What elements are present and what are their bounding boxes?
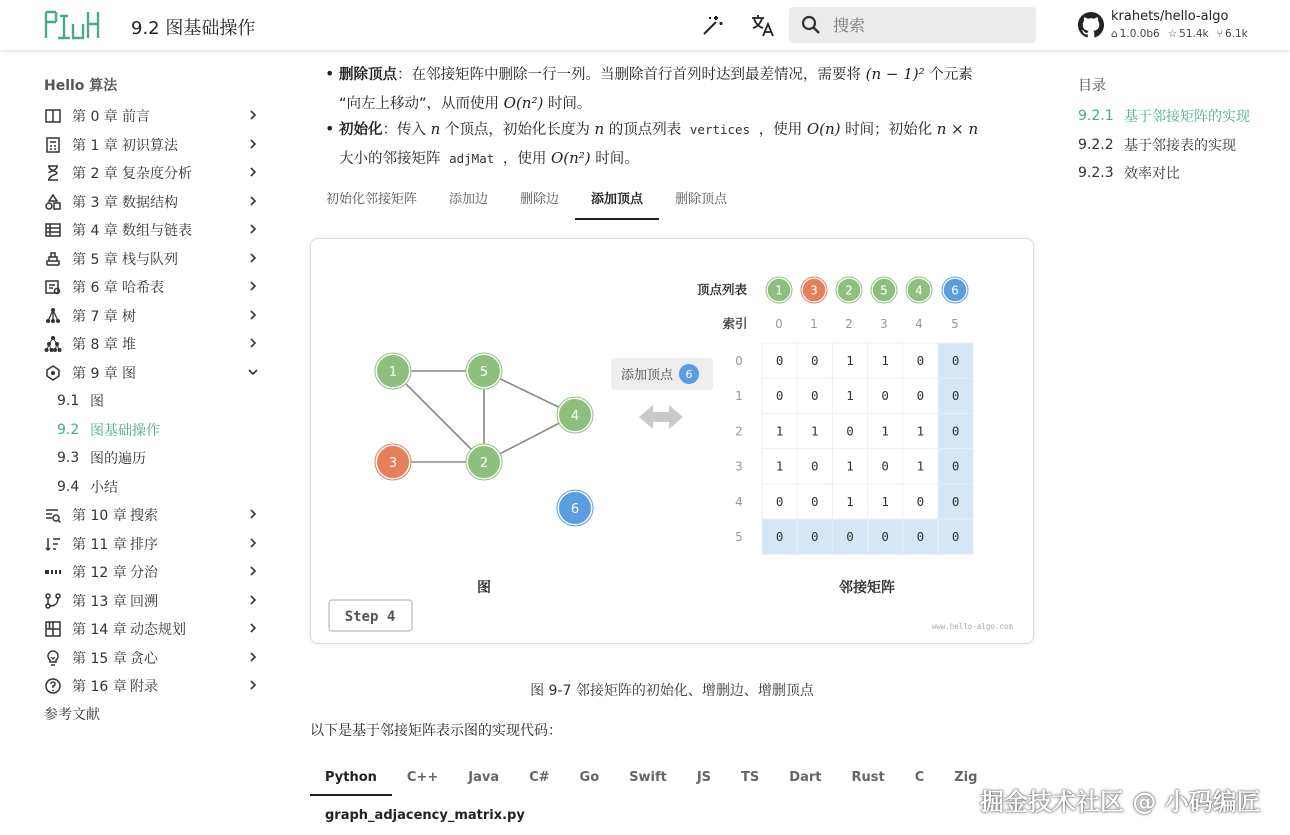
matrix-cell: 1 [846,353,854,368]
matrix-cell: 1 [775,423,784,439]
nav-chapter-title: 分治 [130,565,158,582]
chevron-right-icon[interactable] [248,310,258,320]
graph-vertex-label: 3 [388,456,398,471]
nav-chapter-number: 第 2 章 [72,166,118,183]
nav-chapter-title: 贪心 [130,650,158,667]
watermark: 掘金技术社区 @ 小码编匠 [980,788,1261,816]
shapes-icon [44,193,62,211]
nav-chapter-number: 第 14 章 [72,622,127,639]
hash-icon [44,278,62,296]
vertex-list-value: 2 [845,283,853,298]
language-tab[interactable]: C++ [406,770,439,785]
toc-title: 目录 [1078,78,1106,94]
code-adjmat: adjMat [449,151,495,166]
repo-version: 1.0.0b6 [1119,28,1160,40]
matrix-cell: 0 [811,529,819,544]
nav-chapter-item[interactable] [44,644,274,673]
search-input[interactable] [833,13,1023,37]
matrix-cell: 0 [951,388,960,404]
vertex-list-value: 6 [951,283,959,298]
hourglass-icon [44,164,62,182]
toc-item-title: 基于邻接矩阵的实现 [1124,109,1250,126]
language-tab[interactable]: Swift [629,770,667,785]
nav-chapter-item[interactable] [44,501,274,530]
vertex-list-value: 5 [880,283,888,298]
language-tab[interactable]: Rust [851,770,885,785]
nav-sub-title: 图基础操作 [90,422,160,439]
graph-icon [44,364,62,382]
chevron-right-icon[interactable] [248,196,258,206]
figure-tabs [310,182,743,220]
graph-vertex-label: 4 [570,409,580,424]
nav-chapter-item[interactable] [44,330,274,359]
nav-chapter-item[interactable] [44,216,274,245]
repo-forks: 6.1k [1224,28,1248,40]
figure-tab[interactable]: 添加边 [449,192,489,207]
figure-tab[interactable]: 添加顶点 [575,182,659,220]
double-arrow-icon [639,405,683,429]
nav-chapter-title: 排序 [130,536,158,553]
nav-chapter-item[interactable] [44,102,274,131]
table-icon [44,221,62,239]
matrix-cell: 1 [881,353,889,368]
help-circle-icon [44,677,62,695]
column-index: 2 [845,317,853,331]
nav-chapter-item[interactable] [44,558,274,587]
nav-chapter-title: 哈希表 [122,280,164,297]
bullet1-text-d: 时间。 [547,96,592,112]
theme-toggle-icon[interactable] [700,12,726,38]
backtrack-icon [44,592,62,610]
graph-vertex-label: 1 [388,365,398,380]
matrix-cell: 0 [881,458,889,474]
nav-chapter-number: 第 11 章 [72,536,127,553]
toc-item-number: 9.2.2 [1078,136,1114,153]
nav-chapter-title: 堆 [122,337,136,354]
nav-chapter-number: 第 1 章 [72,137,118,154]
matrix-cell: 0 [846,423,854,439]
column-index: 4 [915,317,923,331]
add-vertex-value: 6 [685,368,693,381]
nav-chapter-number: 第 13 章 [72,593,127,610]
nav-chapter-item[interactable] [44,530,274,559]
nav-chapter-title: 搜索 [130,508,158,525]
nav-chapter-number: 第 6 章 [72,280,118,297]
chevron-right-icon[interactable] [248,680,258,690]
bullet1-text-c: “向左上移动”，从而使用 [339,96,500,112]
nav-heading: Hello 算法 [44,78,118,94]
repo-name[interactable]: krahets/hello-algo [1111,9,1229,24]
language-tab[interactable]: TS [741,770,760,785]
nav-chapter-item[interactable] [44,159,274,188]
bullet2-text-d: ，使用 [758,122,803,138]
language-tab[interactable]: C# [529,770,550,785]
toc-item-title: 基于邻接表的实现 [1124,137,1236,154]
nav-sub-number: 9.4 [57,478,80,495]
bullet2-text-g: ，使用 [502,151,547,167]
column-index: 3 [880,317,888,331]
matrix-cell: 1 [775,458,784,474]
matrix-cell: 1 [846,493,854,509]
search-icon [801,15,821,35]
column-index: 5 [951,317,959,331]
nav-chapter-number: 第 10 章 [72,508,127,525]
chevron-right-icon[interactable] [248,110,258,120]
matrix-cell: 0 [881,529,889,544]
calculator-icon [44,136,62,154]
matrix-cell: 0 [916,388,925,404]
nav-chapter-item[interactable] [44,131,274,160]
nav-chapter-title: 前言 [122,109,150,126]
nav-chapter-title: 树 [122,308,136,325]
chevron-right-icon[interactable] [248,623,258,633]
vertex-list-value: 4 [915,283,923,298]
nav-chapter-title: 复杂度分析 [122,166,192,183]
matrix-cell: 0 [775,353,784,368]
nav-chapter-number: 第 4 章 [72,223,118,240]
graph-label: 图 [477,580,491,596]
nav-sub-item[interactable] [44,473,274,502]
matrix-cell: 0 [811,353,819,368]
code-vertices: vertices [689,122,751,137]
language-tab[interactable]: Java [468,770,500,785]
graph-vertex-label: 5 [479,365,489,380]
nav-sub-item[interactable] [44,416,274,445]
matrix-cell: 0 [916,529,925,544]
matrix-cell: 0 [811,388,819,404]
matrix-cell: 1 [916,458,925,474]
repo-stats [1111,28,1248,40]
bullet2-text-f: 大小的邻接矩阵 [339,151,441,167]
toc-item[interactable] [1078,159,1278,188]
row-index: 3 [735,459,743,474]
nav-chapter-item[interactable] [44,245,274,274]
paragraph-text: 以下是基于邻接矩阵表示图的实现代码： [310,723,562,739]
chevron-right-icon[interactable] [248,595,258,605]
figure-caption: 图 9-7 邻接矩阵的初始化、增删边、增删顶点 [530,683,814,699]
bullet1-label: 删除顶点 [339,67,397,83]
matrix-cell: 0 [775,493,784,509]
matrix-cell: 1 [916,423,925,439]
row-index: 1 [735,389,743,404]
matrix-cell: 0 [916,493,925,509]
matrix-cell: 0 [846,529,854,544]
nav-chapter-title: 回溯 [130,593,158,610]
nav-chapter-number: 第 8 章 [72,337,118,354]
nav-chapter-title: 栈与队列 [122,251,178,268]
matrix-cell: 0 [951,493,960,509]
row-index: 4 [735,494,743,509]
star-icon: ☆ [1167,28,1178,40]
matrix-cell: 1 [846,458,854,474]
matrix-cell: 0 [775,529,784,544]
nav-chapter-title: 附录 [130,679,158,696]
language-tab[interactable]: Python [310,760,392,796]
matrix-label: 邻接矩阵 [839,580,895,596]
chevron-right-icon[interactable] [248,253,258,263]
top-header [0,0,1290,50]
repo-stars: 51.4k [1179,28,1209,40]
row-index: 5 [735,530,743,544]
column-index: 1 [810,317,818,331]
vertex-list-label: 顶点列表 [696,282,748,297]
chevron-right-icon[interactable] [248,224,258,234]
nav-sub-item[interactable] [44,444,274,473]
nav-chapter-item[interactable] [44,615,274,644]
bullet2-text-e: 时间；初始化 [845,122,933,138]
toc-item[interactable] [1078,131,1278,160]
row-index: 2 [735,424,743,439]
matrix-cell: 0 [811,458,819,474]
nav-chapter-item[interactable] [44,587,274,616]
vertex-list-value: 1 [775,283,783,298]
language-tabs [310,760,992,796]
search-list-icon [44,506,62,524]
toc-item-number: 9.2.1 [1078,108,1114,125]
vertex-list-value: 3 [810,283,818,298]
nav-chapter-item[interactable] [44,359,274,388]
heap-icon [44,335,62,353]
matrix-cell: 0 [881,388,889,404]
row-index: 0 [735,354,743,368]
graph-edge [393,371,484,462]
table-of-contents [1078,74,1278,188]
site-watermark: www.hello-algo.com [931,622,1013,631]
bullet1-math: (n − 1)² [865,65,925,83]
nav-chapter-title: 初识算法 [122,137,178,154]
matrix-cell: 0 [916,353,925,368]
nav-chapter-number: 第 5 章 [72,251,118,268]
matrix-cell: 0 [775,388,784,404]
tree-icon [44,307,62,325]
add-vertex-label: 添加顶点 [620,368,674,383]
matrix-cell: 0 [951,423,960,439]
toc-item[interactable] [1078,102,1278,131]
nav-sub-title: 图 [90,394,104,411]
nav-chapter-number: 第 12 章 [72,565,127,582]
nav-chapter-number: 第 0 章 [72,109,118,126]
nav-sub-item[interactable] [44,387,274,416]
grid-dp-icon [44,620,62,638]
chevron-right-icon[interactable] [248,566,258,576]
bullet1-math2: O(n²) [503,94,544,112]
language-tab[interactable]: C [914,770,925,785]
matrix-cell: 0 [951,458,960,474]
matrix-cell: 0 [951,529,960,544]
nav-chapter-number: 第 16 章 [72,679,127,696]
bullet-dot: • [325,64,335,83]
nav-chapter-item[interactable] [44,302,274,331]
toc-item-number: 9.2.3 [1078,165,1114,182]
figure-tab[interactable]: 初始化邻接矩阵 [326,192,418,207]
bullet2-text-c: 的顶点列表 [608,122,682,138]
nav-references[interactable]: 参考文献 [44,706,100,723]
figure-tab[interactable]: 删除顶点 [675,192,728,207]
divide-icon [44,563,62,581]
chevron-right-icon[interactable] [248,509,258,519]
bullet2-text-b: 个顶点，初始化长度为 [444,122,590,138]
nav-sub-number: 9.3 [57,450,80,467]
bullet-initialize [325,115,1045,173]
nav-sub-number: 9.1 [57,393,80,410]
stack-icon [44,250,62,268]
bullet2-text-a: ：传入 [382,122,426,138]
translate-icon[interactable] [750,12,776,38]
toc-item-title: 效率对比 [1124,166,1180,183]
book-icon [44,107,62,125]
bullet-dot: • [325,119,335,138]
nav-chapter-title: 数据结构 [122,194,178,211]
bullet2-n2: n [594,120,605,138]
bullet2-n: n [430,120,441,138]
figure-panel [310,238,1034,644]
bullet2-math1: O(n) [806,120,841,138]
step-label: Step 4 [344,609,396,625]
chevron-right-icon[interactable] [248,167,258,177]
index-label: 索引 [722,316,748,331]
graph-vertex-label: 6 [570,502,580,517]
nav-sub-title: 小结 [90,479,118,496]
tag-icon: ⌂ [1111,28,1118,40]
chevron-right-icon[interactable] [248,139,258,149]
search-box[interactable] [789,7,1036,43]
bullet2-label: 初始化 [339,122,383,138]
bullet2-math3: O(n²) [550,149,591,167]
bullet1-text-a: ：在邻接矩阵中删除一行一列。当删除首行首列时达到最差情况，需要将 [397,67,861,83]
adjacency-matrix-figure [311,239,1035,645]
matrix-cell: 1 [881,423,889,439]
nav-chapter-number: 第 7 章 [72,308,118,325]
nav-chapter-title: 动态规划 [130,622,186,639]
language-tab[interactable]: Dart [789,770,822,785]
nav-chapter-number: 第 3 章 [72,194,118,211]
nav-chapter-number: 第 15 章 [72,650,127,667]
nav-chapter-title: 图 [122,365,136,382]
chevron-right-icon[interactable] [248,652,258,662]
graph-vertex-label: 2 [479,456,489,471]
lightbulb-icon [44,649,62,667]
nav-chapter-title: 数组与链表 [122,223,192,240]
matrix-cell: 1 [811,423,819,439]
nav-chapter-item[interactable] [44,273,274,302]
chevron-right-icon[interactable] [248,538,258,548]
code-file-title: graph_adjacency_matrix.py [325,808,525,823]
chevron-down-icon[interactable] [248,367,258,377]
left-sidebar-nav [44,74,274,729]
matrix-cell: 1 [881,493,889,509]
matrix-cell: 0 [811,493,819,509]
nav-sub-number: 9.2 [57,421,80,438]
nav-chapter-number: 第 9 章 [72,365,118,382]
github-icon[interactable] [1078,12,1104,38]
figure-tab[interactable]: 删除边 [520,192,560,207]
language-tab[interactable]: Go [579,770,600,785]
bullet-delete-vertex [325,60,1045,118]
nav-chapter-item[interactable] [44,672,274,701]
chevron-right-icon[interactable] [248,281,258,291]
bullet2-math2: n × n [936,120,979,138]
matrix-cell: 1 [846,388,854,404]
bullet2-text-h: 时间。 [595,151,639,167]
language-tab[interactable]: Zig [954,770,978,785]
sort-icon [44,535,62,553]
column-index: 0 [775,317,783,331]
language-tab[interactable]: JS [696,770,712,785]
page-header-title: 9.2 图基础操作 [131,18,256,39]
nav-sub-title: 图的遍历 [90,451,146,468]
matrix-cell: 0 [951,353,960,368]
chevron-right-icon[interactable] [248,338,258,348]
fork-icon: ⑂ [1216,28,1223,40]
nav-chapter-item[interactable] [44,188,274,217]
bullet1-text-b: 个元素 [929,67,973,83]
hello-algo-logo[interactable] [44,10,100,40]
